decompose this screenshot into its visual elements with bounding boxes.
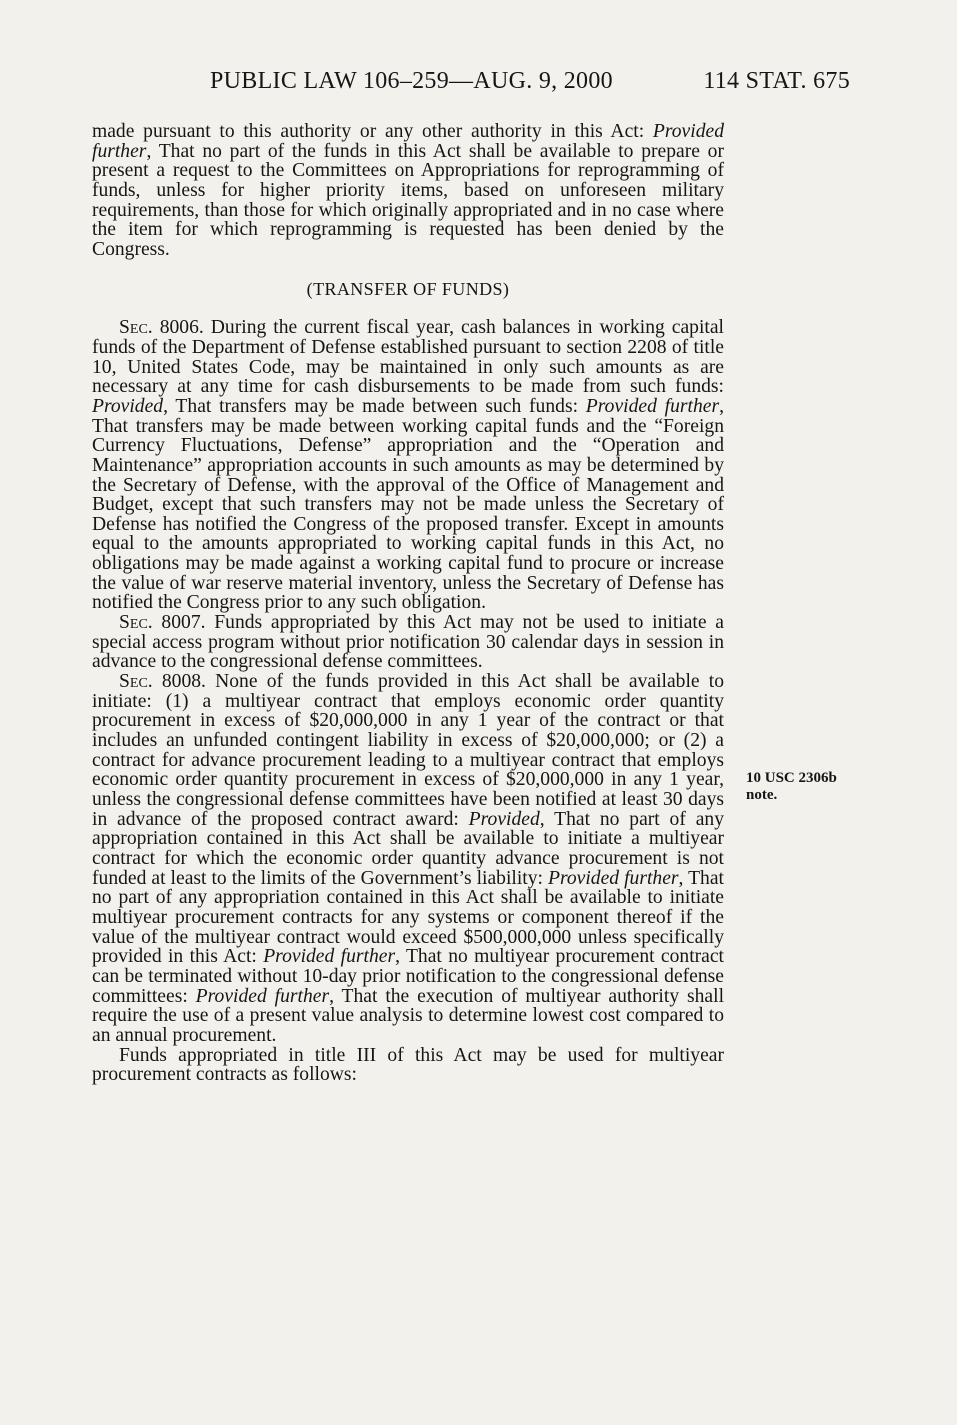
margin-note-suffix: note.	[746, 787, 778, 803]
section-text-1: During the current fiscal year, cash balances in working capital funds of the Department of Defense established pursuant to section 2208 of title 10, United States Code, may be maintained in only such amounts as are necessary at any time for cash disbursements to be made from such funds:	[92, 317, 725, 398]
section-text-2: , That no part of any appropriation contained in this Act shall be available to initiate a multiyear contract for which the economic order quantity advance procurement is not funded at least to the limits of the Government’s liability:	[92, 808, 724, 889]
proviso-text: Provided further	[92, 121, 724, 162]
proviso-text: Provided further	[585, 395, 720, 417]
body-text	[92, 122, 724, 1085]
section-number: 8008.	[152, 671, 206, 693]
statute-page-number: 114 STAT. 675	[703, 68, 850, 94]
section-8007	[92, 613, 724, 672]
section-text-4: , That no multiyear procurement contract can be terminated without 10-day prior notification to the congressional defense committees:	[92, 946, 725, 1007]
section-8008	[92, 672, 724, 1045]
running-head	[210, 68, 850, 98]
section-text: Funds appropriated by this Act may not be used to initiate a special access program without prior notification 30 calendar days in session in advance to the congressional defense committees.	[92, 612, 724, 673]
continued-text-2: , That no part of the funds in this Act shall be available to prepare or present a request to the Committees on Appropriations for reprogramming of funds, unless for higher priority items, based on unforeseen military requirements, than those for which originally appropriated and in no case where the item for which reprogramming is requested has been denied by the Congress.	[92, 140, 724, 260]
running-head-title: PUBLIC LAW 106–259—AUG. 9, 2000	[210, 68, 613, 94]
section-text-3: , That transfers may be made between working capital funds and the “Foreign Currency Fluctuations, Defense” appropriation and the “Operation and Maintenance” appropriation accounts in such amounts as may be determined by the Secretary of Defense, with the approval of the Office of Management and Budget, except that such transfers may not be made unless the Secretary of Defense has notified the Congress of the proposed transfer. Except in amounts equal to the amounts appropriated to working capital funds in this Act, no obligations may be made against a working capital fund to procure or increase the value of war reserve material inventory, unless the Secretary of Defense has notified the Congress prior to any such obligation.	[92, 395, 724, 614]
continued-text-1: made pursuant to this authority or any other authority in this Act:	[92, 121, 653, 142]
section-label: Sec.	[119, 612, 153, 634]
section-text-3: , That no part of any appropriation contained in this Act shall be available to initiate multiyear procurement contracts for any systems or component thereof if the value of the multiyear contract would exceed $500,000,000 unless specifically provided in this Act:	[92, 867, 724, 968]
proviso-text: Provided	[92, 395, 164, 417]
proviso-text: Provided further	[263, 946, 396, 968]
section-text-5: , That the execution of multiyear authority shall require the use of a present value analysis to determine lowest cost compared to an annual procurement.	[92, 985, 725, 1046]
margin-note-citation: 10 USC 2306b	[746, 770, 837, 786]
section-number: 8007.	[152, 612, 206, 634]
proviso-text: Provided	[468, 808, 540, 830]
section-heading: (TRANSFER OF FUNDS)	[306, 278, 510, 299]
section-text-1: None of the funds provided in this Act shall be available to initiate: (1) a multiyear contract that employs economic order quantity procurement in excess of $20,000,000 in any 1 year of the contract or that includes an unfunded contingent liability in excess of $20,000,000; or (2) a contract for advance procurement leading to a multiyear contract that employs economic order quantity procurement in excess of $20,000,000 in any 1 year, unless the congressional defense committees have been notified at least 30 days in advance of the proposed contract award:	[92, 671, 724, 830]
closing-paragraph: Funds appropriated in title III of this Act may be used for multiyear procurement contracts as follows:	[92, 1044, 724, 1086]
section-label: Sec.	[119, 317, 153, 339]
section-label: Sec.	[119, 671, 153, 693]
proviso-text: Provided further	[548, 867, 679, 889]
section-8006	[92, 318, 724, 613]
proviso-text: Provided further	[195, 985, 330, 1007]
section-number: 8006.	[152, 317, 204, 339]
margin-note	[746, 770, 837, 804]
section-text-2: , That transfers may be made between such funds:	[163, 395, 586, 417]
continued-paragraph	[92, 122, 724, 260]
